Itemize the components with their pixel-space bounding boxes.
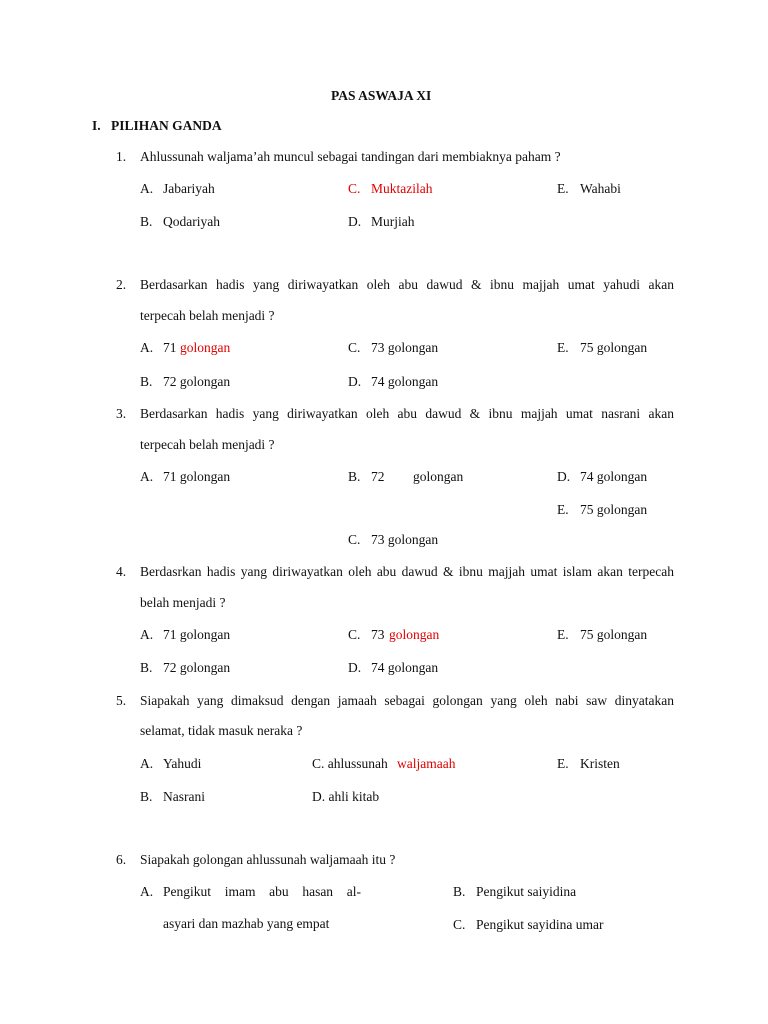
q6-option-a-line2: asyari dan mazhab yang empat [163,916,330,931]
question-6-number: 6. [116,852,127,867]
q4-option-d: 74 golongan [371,660,439,675]
q3-option-c-letter: C. [348,532,361,547]
q4-option-c-answer: golongan [389,627,440,642]
question-2-text-line2: terpecah belah menjadi ? [140,308,275,323]
q4-option-e-letter: E. [557,627,569,642]
q5-option-a: Yahudi [163,756,202,771]
q5-option-e: Kristen [580,756,620,771]
section-number: I. [92,118,101,133]
q6-option-c: Pengikut sayidina umar [476,917,604,932]
q2-option-e-letter: E. [557,340,569,355]
q1-option-b: Qodariyah [163,214,220,229]
question-1-text: Ahlussunah waljama’ah muncul sebagai tandingan dari membiaknya paham ? [140,149,561,164]
question-2-text-line1: Berdasarkan hadis yang diriwayatkan oleh abu dawud & ibnu majjah umat yahudi akan [140,277,674,292]
q1-option-b-letter: B. [140,214,153,229]
q3-option-b-letter: B. [348,469,361,484]
q6-option-a-letter: A. [140,884,154,899]
q3-option-a-letter: A. [140,469,154,484]
question-3-text-line2: terpecah belah menjadi ? [140,437,275,452]
question-3-number: 3. [116,406,127,421]
q1-option-d-letter: D. [348,214,362,229]
q1-option-a: Jabariyah [163,181,215,196]
q3-option-b-word: golongan [413,469,464,484]
section-title: PILIHAN GANDA [111,118,222,133]
q2-option-a-letter: A. [140,340,154,355]
q3-option-e-letter: E. [557,502,569,517]
page-title: PAS ASWAJA XI [331,88,432,103]
question-1-number: 1. [116,149,127,164]
q6-option-c-letter: C. [453,917,466,932]
q5-option-b-letter: B. [140,789,153,804]
q6-option-b: Pengikut saiyidina [476,884,577,899]
question-4-text-line2: belah menjadi ? [140,595,226,610]
q5-option-e-letter: E. [557,756,569,771]
q5-option-c-prefix: C. ahlussunah [312,756,388,771]
q2-option-d: 74 golongan [371,374,439,389]
q4-option-a-letter: A. [140,627,154,642]
q2-option-a-answer: golongan [180,340,231,355]
q4-option-c-number: 73 [371,627,385,642]
q4-option-b-letter: B. [140,660,153,675]
q3-option-d-letter: D. [557,469,571,484]
q3-option-c: 73 golongan [371,532,439,547]
q6-option-b-letter: B. [453,884,466,899]
q1-option-e-letter: E. [557,181,569,196]
q1-option-a-letter: A. [140,181,154,196]
q4-option-a: 71 golongan [163,627,231,642]
q1-option-c-answer: Muktazilah [371,181,433,196]
q5-option-b: Nasrani [163,789,205,804]
q5-option-d: D. ahli kitab [312,789,380,804]
q2-option-b: 72 golongan [163,374,231,389]
q3-option-a: 71 golongan [163,469,231,484]
q2-option-b-letter: B. [140,374,153,389]
question-4-text-line1: Berdasrkan hadis yang diriwayatkan oleh abu dawud & ibnu majjah umat islam akan terpecah [140,564,674,579]
q6-option-a-line1: Pengikut imam abu hasan al- [163,884,361,899]
q2-option-c-letter: C. [348,340,361,355]
q4-option-e: 75 golongan [580,627,648,642]
q2-option-a-number: 71 [163,340,177,355]
question-2-number: 2. [116,277,127,292]
q2-option-d-letter: D. [348,374,362,389]
question-5-text-line1: Siapakah yang dimaksud dengan jamaah sebagai golongan yang oleh nabi saw dinyatakan [140,693,674,708]
q5-option-a-letter: A. [140,756,154,771]
q3-option-d: 74 golongan [580,469,648,484]
q3-option-e: 75 golongan [580,502,648,517]
question-5-number: 5. [116,693,127,708]
q1-option-e: Wahabi [580,181,621,196]
question-4-number: 4. [116,564,127,579]
q2-option-e: 75 golongan [580,340,648,355]
question-3-text-line1: Berdasarkan hadis yang diriwayatkan oleh abu dawud & ibnu majjah umat nasrani akan [140,406,674,421]
q3-option-b-number: 72 [371,469,385,484]
q4-option-c-letter: C. [348,627,361,642]
q1-option-d: Murjiah [371,214,415,229]
q1-option-c-letter: C. [348,181,361,196]
question-5-text-line2: selamat, tidak masuk neraka ? [140,723,303,738]
q4-option-b: 72 golongan [163,660,231,675]
question-6-text: Siapakah golongan ahlussunah waljamaah itu ? [140,852,396,867]
q2-option-c: 73 golongan [371,340,439,355]
q4-option-d-letter: D. [348,660,362,675]
q5-option-c-answer: waljamaah [397,756,456,771]
